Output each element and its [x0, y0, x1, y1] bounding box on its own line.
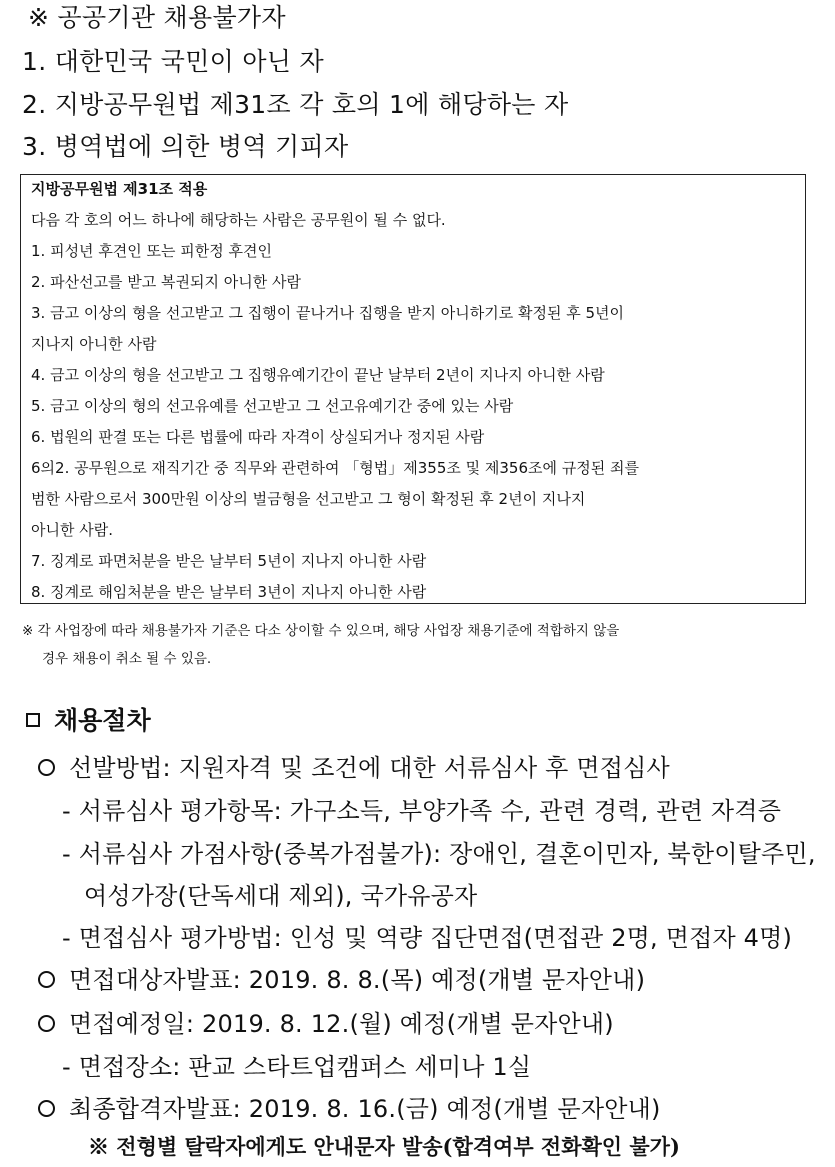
law-line: 1. 피성년 후견인 또는 피한정 후견인	[31, 242, 273, 260]
doc-bonus-line-2: 여성가장(단독세대 제외), 국가유공자	[84, 882, 478, 910]
restriction-item-1: 1. 대한민국 국민이 아닌 자	[22, 47, 324, 76]
circle-bullet-icon	[38, 971, 55, 988]
square-bullet-icon	[26, 713, 40, 727]
footnote-line-1: ※ 각 사업장에 따라 채용불가자 기준은 다소 상이할 수 있으며, 해당 사업장 채용기준에 적합하지 않을	[22, 623, 620, 639]
law-box	[20, 174, 806, 604]
restriction-item-3: 3. 병역법에 의한 병역 기피자	[22, 132, 349, 161]
interview-method: - 면접심사 평가방법: 인성 및 역량 집단면접(면접관 2명, 면접자 4명)	[62, 924, 793, 952]
selection-method	[38, 752, 670, 784]
law-box-intro: 다음 각 호의 어느 하나에 해당하는 사람은 공무원이 될 수 없다.	[31, 211, 446, 229]
law-line: 범한 사람으로서 300만원 이상의 벌금형을 선고받고 그 형이 확정된 후 2년이 지나지	[31, 490, 586, 508]
law-line: 6. 법원의 판결 또는 다른 법률에 따라 자격이 상실되거나 정지된 사람	[31, 428, 485, 446]
interview-place: - 면접장소: 판교 스타트업캠퍼스 세미나 1실	[62, 1053, 532, 1081]
interview-date	[38, 1008, 614, 1040]
law-line: 7. 징계로 파면처분을 받은 날부터 5년이 지나지 아니한 사람	[31, 552, 427, 570]
law-line: 3. 금고 이상의 형을 선고받고 그 집행이 끝나거나 집행을 받지 아니하기로 확정된 후 5년이	[31, 304, 624, 322]
restriction-title: ※ 공공기관 채용불가자	[28, 3, 286, 32]
law-line: 아니한 사람.	[31, 521, 113, 539]
law-line: 5. 금고 이상의 형의 선고유예를 선고받고 그 선고유예기간 중에 있는 사람	[31, 397, 514, 415]
selection-method-text: 선발방법: 지원자격 및 조건에 대한 서류심사 후 면접심사	[69, 754, 670, 782]
doc-review-items: - 서류심사 평가항목: 가구소득, 부양가족 수, 관련 경력, 관련 자격증	[62, 797, 782, 825]
interview-announce-text: 면접대상자발표: 2019. 8. 8.(목) 예정(개별 문자안내)	[69, 966, 646, 994]
law-line: 6의2. 공무원으로 재직기간 중 직무와 관련하여 「형법」제355조 및 제356조에 규정된 죄를	[31, 459, 639, 477]
doc-bonus-line-1: - 서류심사 가점사항(중복가점불가): 장애인, 결혼이민자, 북한이탈주민,	[62, 840, 816, 868]
interview-date-text: 면접예정일: 2019. 8. 12.(월) 예정(개별 문자안내)	[69, 1010, 614, 1038]
circle-bullet-icon	[38, 1100, 55, 1117]
law-line: 4. 금고 이상의 형을 선고받고 그 집행유예기간이 끝난 날부터 2년이 지나지 아니한 사람	[31, 366, 605, 384]
final-announce	[38, 1093, 661, 1125]
procedure-heading	[26, 705, 151, 737]
law-line: 지나지 아니한 사람	[31, 335, 157, 353]
law-line: 8. 징계로 해임처분을 받은 날부터 3년이 지나지 아니한 사람	[31, 583, 427, 601]
footnote-line-2: 경우 채용이 취소 될 수 있음.	[42, 651, 212, 667]
law-box-title: 지방공무원법 제31조 적용	[31, 180, 208, 198]
circle-bullet-icon	[38, 1015, 55, 1032]
final-announce-text: 최종합격자발표: 2019. 8. 16.(금) 예정(개별 문자안내)	[69, 1095, 661, 1123]
procedure-title: 채용절차	[54, 706, 151, 735]
law-line: 2. 파산선고를 받고 복권되지 아니한 사람	[31, 273, 301, 291]
interview-announce	[38, 964, 645, 996]
restriction-item-2: 2. 지방공무원법 제31조 각 호의 1에 해당하는 자	[22, 90, 569, 119]
circle-bullet-icon	[38, 759, 55, 776]
final-note: ※ 전형별 탈락자에게도 안내문자 발송(합격여부 전화확인 불가)	[88, 1134, 680, 1159]
